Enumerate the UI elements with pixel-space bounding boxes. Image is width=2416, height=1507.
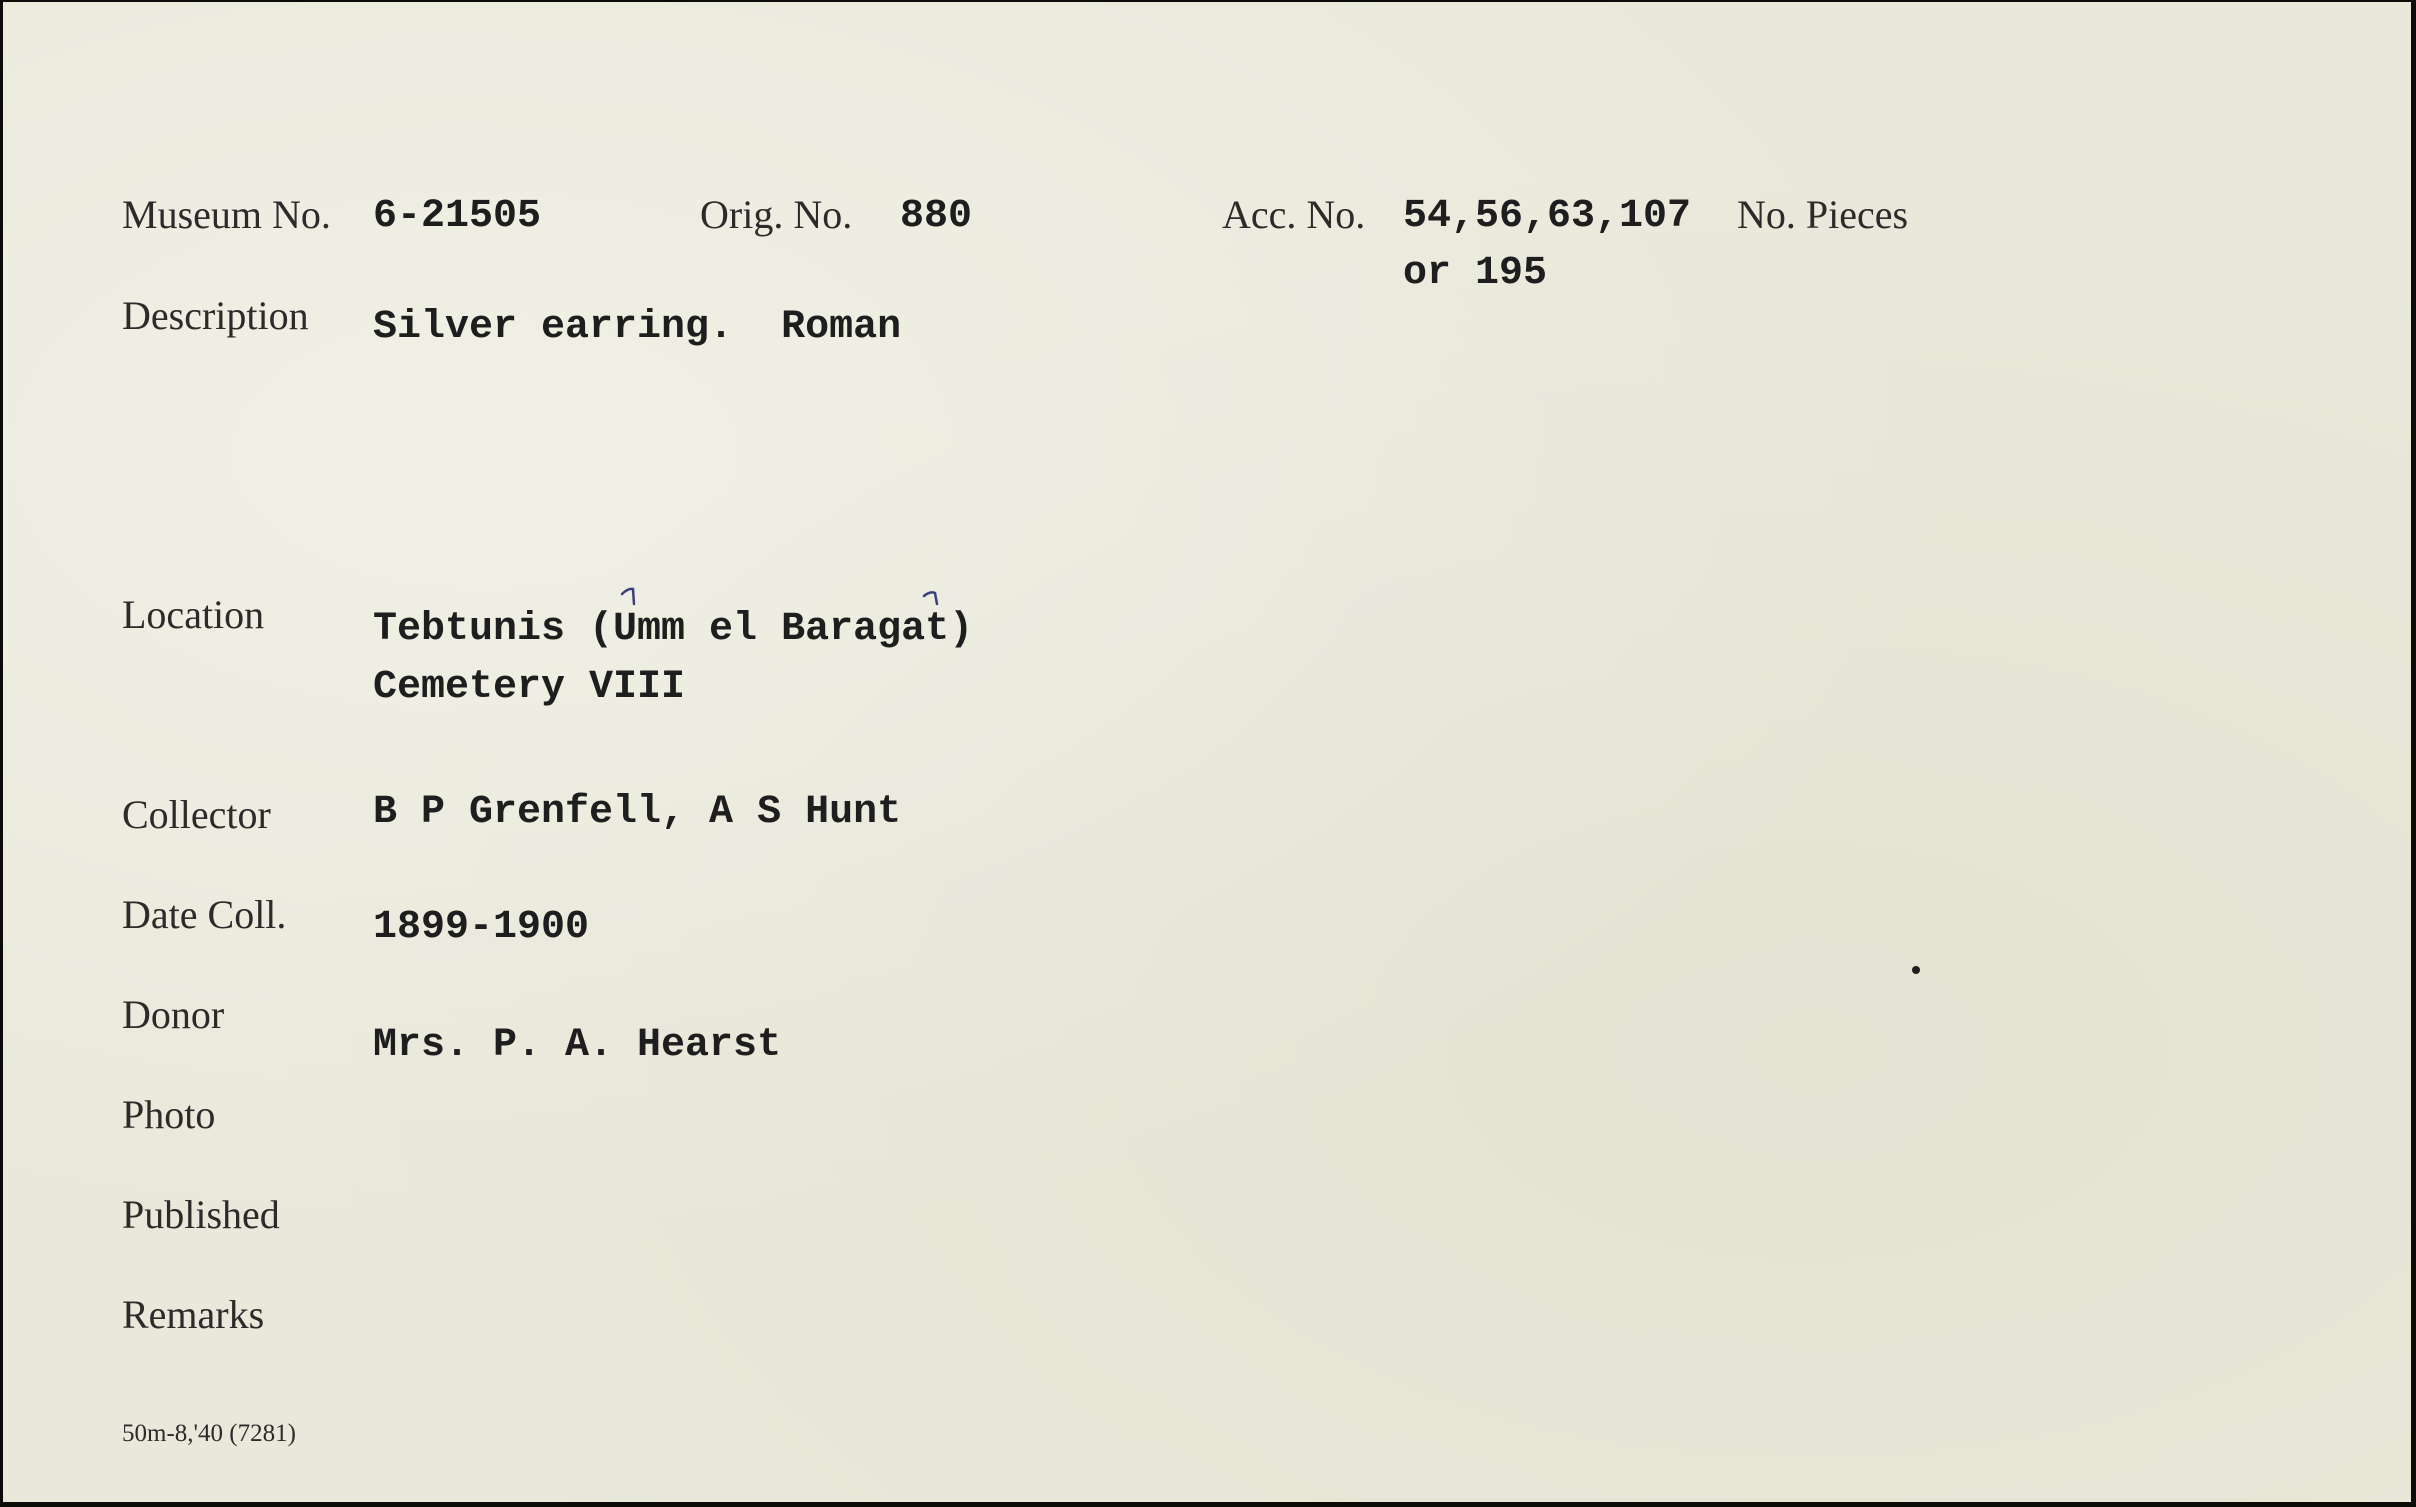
acc-no-label: Acc. No. <box>1222 192 1366 237</box>
collector-value: B P Grenfell, A S Hunt <box>373 790 902 835</box>
donor-value: Mrs. P. A. Hearst <box>373 1023 782 1068</box>
pen-accent-mark-icon <box>620 586 642 606</box>
form-number: 50m-8,'40 (7281) <box>122 1420 296 1447</box>
location-label: Location <box>122 592 265 637</box>
date-coll-value: 1899-1900 <box>373 905 590 950</box>
pen-accent-mark-icon <box>922 590 944 610</box>
acc-no-value-line1: 54,56,63,107 <box>1403 194 1692 239</box>
orig-no-value: 880 <box>900 194 973 239</box>
museum-no-label: Museum No. <box>122 192 331 237</box>
location-value-line1: Tebtunis (Umm el Baragat) <box>373 607 974 652</box>
published-label: Published <box>122 1192 280 1237</box>
collector-label: Collector <box>122 792 271 837</box>
location-value-line2: Cemetery VIII <box>373 665 686 710</box>
no-pieces-label: No. Pieces <box>1737 192 1909 237</box>
date-coll-label: Date Coll. <box>122 892 287 937</box>
ink-speck <box>1912 966 1920 974</box>
acc-no-value-line2: or 195 <box>1403 251 1548 296</box>
remarks-label: Remarks <box>122 1292 265 1337</box>
photo-label: Photo <box>122 1092 216 1137</box>
catalog-card <box>3 2 2411 1502</box>
description-label: Description <box>122 293 309 338</box>
description-value: Silver earring. Roman <box>373 305 902 350</box>
donor-label: Donor <box>122 992 225 1037</box>
orig-no-label: Orig. No. <box>700 192 853 237</box>
museum-no-value: 6-21505 <box>373 194 542 239</box>
